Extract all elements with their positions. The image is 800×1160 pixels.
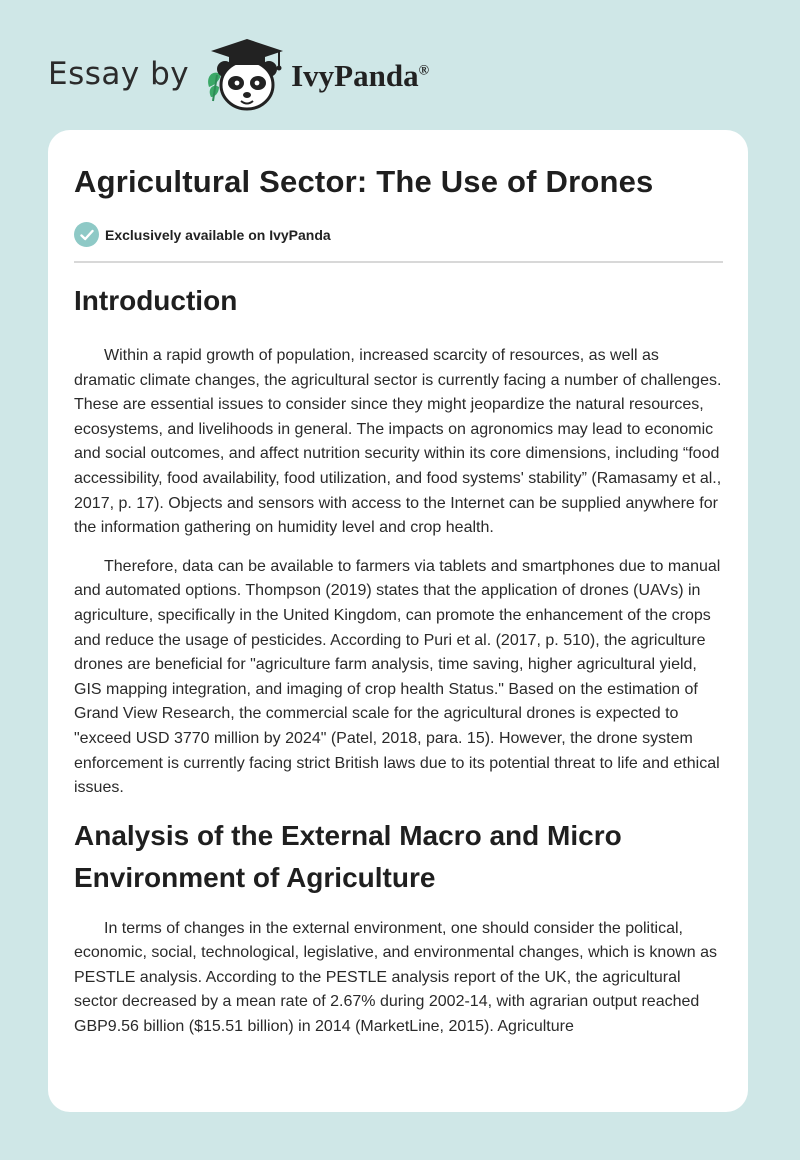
- essay-card: [48, 130, 748, 1112]
- brand-name[interactable]: IvyPanda®: [291, 58, 430, 93]
- article-body: [74, 280, 724, 1054]
- check-circle-icon: [74, 222, 99, 247]
- divider: [74, 261, 723, 263]
- exclusive-badge-text: Exclusively available on IvyPanda: [105, 226, 331, 243]
- paragraph: Within a rapid growth of population, increased scarcity of resources, as well as dramatic climate changes, the agricultural sector is currently facing a number of challenges. These are essential issues to consider since they might jeopardize the natural resources, ecosystems, and livelihoods in general. The impacts on agronomics may lead to economic and social outcomes, and affect nutrition security within its core dimensions, including “food accessibility, food availability, food utilization, and food systems' stability” (Ramasamy et al., 2017, p. 17). Objects and sensors with access to the Internet can be supplied anywhere for the information gathering on humidity level and crop health.: [74, 347, 722, 537]
- site-header: [48, 34, 429, 114]
- essay-by-label: Essay by: [48, 56, 190, 92]
- paragraph: Therefore, data can be available to farmers via tablets and smartphones due to manual and automated options. Thompson (2019) states that the application of drones (UAVs) in agriculture, specifically in the United Kingdom, can promote the enhancement of the crops and reduce the usage of pesticides. According to Puri et al. (2017, p. 510), the agriculture drones are beneficial for "agriculture farm analysis, time saving, higher agricultural yield, GIS mapping integration, and imaging of crop health Status." Based on the estimation of Grand View Research, the commercial scale for the agricultural drones is expected to "exceed USD 3770 million by 2024" (Patel, 2018, para. 15). However, the drone system enforcement is currently facing strict British laws due to its potential threat to life and ethical issues.: [74, 557, 721, 797]
- section-heading-introduction: Introduction: [74, 285, 238, 316]
- registered-mark: ®: [418, 63, 430, 79]
- exclusive-badge: [74, 222, 331, 247]
- paragraph: In terms of changes in the external environment, one should consider the political, economic, social, technological, legislative, and environmental changes, which is known as PESTLE analysis. According to the PESTLE analysis report of the UK, the agricultural sector decreased by a mean rate of 2.67% during 2002-14, with agrarian output reached GBP9.56 billion ($15.51 billion) in 2014 (MarketLine, 2015). Agriculture: [74, 919, 718, 1036]
- page-title: Agricultural Sector: The Use of Drones: [74, 164, 654, 199]
- section-heading-analysis: Analysis of the External Macro and Micro Environment of Agriculture: [74, 819, 622, 893]
- panda-graduate-icon: [203, 35, 287, 113]
